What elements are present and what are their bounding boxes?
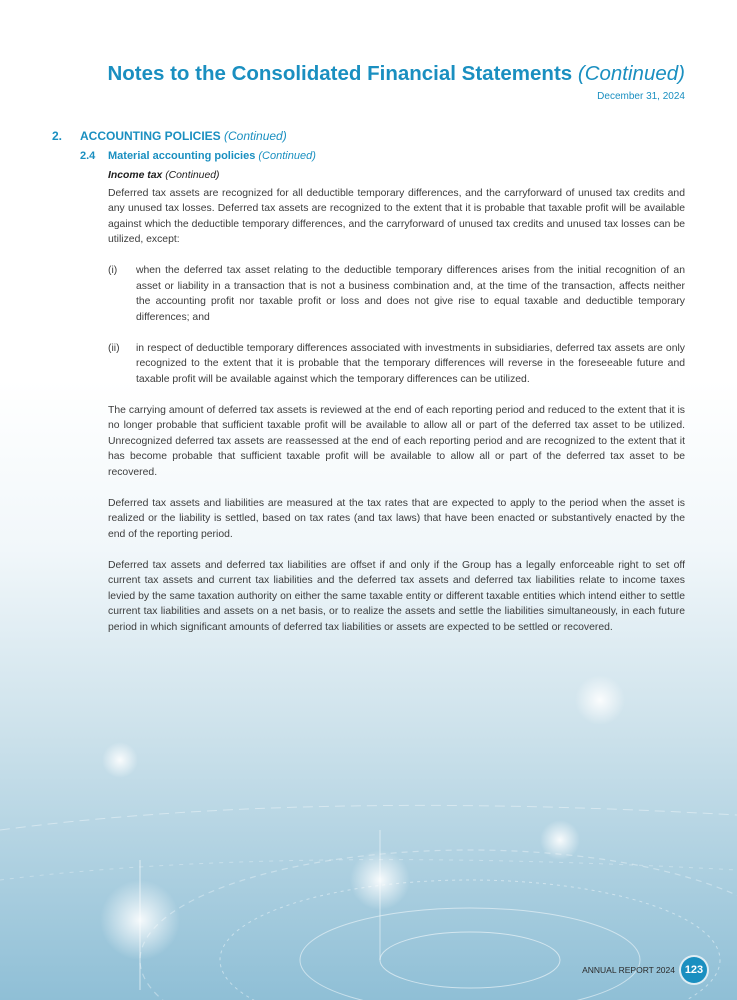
list-marker: (ii): [108, 342, 120, 354]
subsection-heading: [80, 150, 316, 162]
subsection-suffix: (Continued): [258, 150, 316, 162]
report-date: December 31, 2024: [597, 91, 685, 102]
list-marker: (i): [108, 265, 118, 276]
paragraph-offset: Deferred tax assets and deferred tax liabilities are offset if and only if the Group has a legally enforceable right to set off current tax assets and current tax liabilities and the deferred tax assets and deferred tax liabilities relate to income taxes levied by the same taxation authority on either the same taxable entity or different taxable entities which intend either to settle current tax liabilities and assets on a net basis, or to realize the assets and settle the liabilities simultaneously, in each future period in which significant amounts of deferred tax liabilities or assets are expected to be settled or recovered.: [108, 559, 685, 633]
page-footer: [582, 957, 707, 983]
topic-heading: [108, 168, 685, 184]
subsection-title: Material accounting policies: [108, 150, 256, 162]
list-item: [108, 341, 685, 388]
page-title-text: Notes to the Consolidated Financial Statements: [107, 62, 573, 85]
paragraph-carrying-amount: The carrying amount of deferred tax assets is reviewed at the end of each reporting period and reduced to the extent that it is no longer probable that sufficient taxable profit will be available to allow all or part of the deferred tax asset to be utilized. Unrecognized deferred tax assets are reassessed at the end of each reporting period and are recognized to the extent that it has become probable that sufficient taxable profit will be available to allow all or part of the deferred tax asset to be recovered.: [108, 404, 685, 478]
section-heading: [52, 129, 287, 143]
paragraph-tax-rates: Deferred tax assets and liabilities are measured at the tax rates that are expected to apply to the period when the asset is realized or the liability is settled, based on tax rates (and tax laws) that have been enacted or substantively enacted by the end of the reporting period.: [108, 497, 685, 540]
section-title: ACCOUNTING POLICIES: [80, 129, 221, 143]
list-item-text: in respect of deductible temporary differences associated with investments in subsidiaries, deferred tax assets are only recognized to the extent that it is probable that the temporary differences will reverse in the foreseeable future and taxable profit will be available against which the temporary differences can be utilized.: [136, 342, 685, 385]
subsection-number: 2.4: [80, 150, 96, 162]
paragraph-deferred-tax-recognition: Deferred tax assets are recognized for all deductible temporary differences, and the carryforward of unused tax credits and any unused tax losses. Deferred tax assets are recognized to the extent that it is probable that taxable profit will be available against which the deductible temporary differences, and the carryforward of unused tax credits and unused tax losses can be utilized, except:: [108, 187, 685, 245]
section-number: 2.: [52, 129, 63, 143]
page-title: [107, 62, 685, 86]
body-content: [108, 168, 685, 651]
topic-title: Income tax: [108, 170, 163, 181]
page-title-suffix: (Continued): [577, 62, 685, 85]
page-number-badge: 123: [681, 957, 707, 983]
footer-label: ANNUAL REPORT 2024: [582, 965, 675, 975]
section-suffix: (Continued): [224, 129, 287, 143]
list-item-text: when the deferred tax asset relating to the deductible temporary differences arises from the initial recognition of an asset or liability in a transaction that is not a business combination and, at the time of the transaction, affects neither the accounting profit nor taxable profit or loss and does not give rise to equal taxable and deductible temporary differences; and: [136, 265, 685, 323]
list-item: [108, 263, 685, 325]
topic-suffix: (Continued): [165, 170, 220, 181]
